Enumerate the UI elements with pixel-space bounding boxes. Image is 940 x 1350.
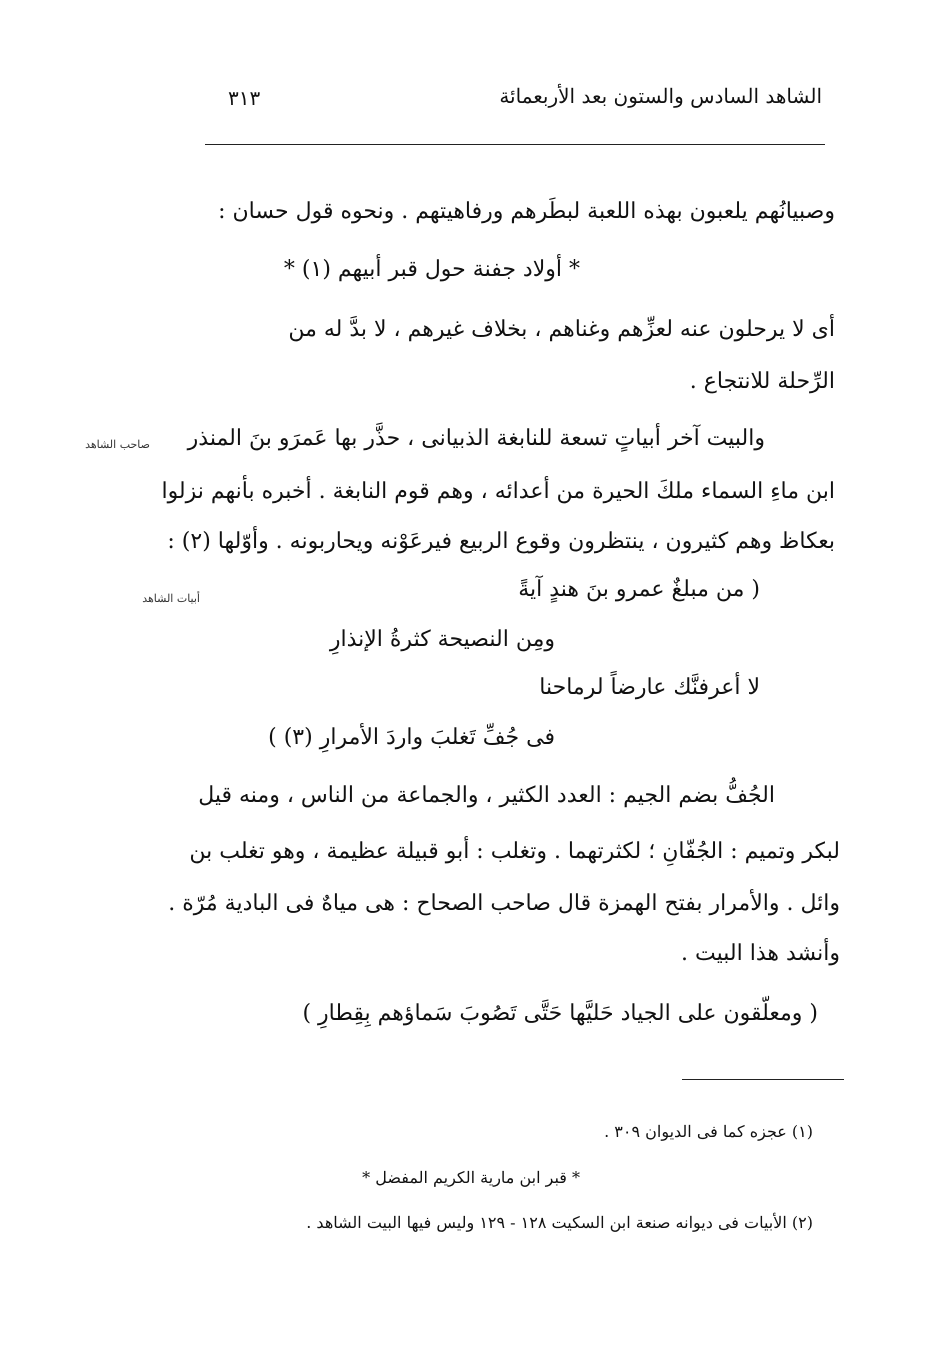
body-line-3: أى لا يرحلون عنه لعزِّهم وغناهم ، بخلاف غيرهم ، لا بدَّ له من <box>288 317 835 342</box>
body-line-5: والبيت آخر أبياتٍ تسعة للنابغة الذبيانى ، حذَّر بها عَمرَو بنَ المنذر <box>187 426 765 451</box>
margin-note-verses: أبيات الشاهد <box>142 592 200 605</box>
footnote-1-continuation: * قبر ابن مارية الكريم المفضل * <box>362 1168 580 1187</box>
body-line-14: وائل . والأمرار بفتح الهمزة قال صاحب الصحاح : هى مياهٌ فى البادية مُرّة . <box>168 891 840 916</box>
page-number: ٣١٣ <box>228 86 261 110</box>
body-line-6: ابن ماءِ السماء ملكَ الحيرة من أعدائه ، وهم قوم النابغة . أخبره بأنهم نزلوا <box>161 479 835 504</box>
footnote-1: (١) عجزه كما فى الديوان ٣٠٩ . <box>604 1122 813 1141</box>
body-line-1: وصبيانُهم يلعبون بهذه اللعبة لبطَرهم ورفاهيتهم . ونحوه قول حسان : <box>218 199 835 224</box>
verse-3: لا أعرفنَّك عارضاً لرماحنا <box>539 675 760 700</box>
margin-note-author: صاحب الشاهد <box>85 438 150 451</box>
body-line-13: لبكر وتميم : الجُفّانِ ؛ لكثرتهما . وتغلب : أبو قبيلة عظيمة ، وهو تغلب بن <box>189 839 840 864</box>
running-head-title: الشاهد السادس والستون بعد الأربعمائة <box>499 84 822 108</box>
verse-1: ( من مبلغٌ عمرو بنَ هندٍ آيةً <box>518 577 760 602</box>
footnote-2: (٢) الأبيات فى ديوانه صنعة ابن السكيت ١٢٨ - ١٢٩ وليس فيها البيت الشاهد . <box>306 1213 813 1232</box>
body-line-12: الجُفُّ بضم الجيم : العدد الكثير ، والجماعة من الناس ، ومنه قيل <box>198 783 775 808</box>
body-line-15: وأنشد هذا البيت . <box>681 941 840 966</box>
body-line-7: بعكاظ وهم كثيرون ، ينتظرون وقوع الربيع فيرعَوْنه ويحاربونه . وأوّلها (٢) : <box>167 529 835 554</box>
body-line-4: الرِّحلة للانتجاع . <box>689 369 835 394</box>
verse-final: ( ومعلّقون على الجياد حَليَّها حَتَّى تَصُوبَ سَماؤهم بِقِطارِ ) <box>302 1001 818 1026</box>
verse-hassan: * أولاد جفنة حول قبر أبيهم (١) * <box>283 257 580 282</box>
verse-4: فى جُفِّ تَغلبَ واردَ الأمرارِ (٣) ) <box>268 725 555 750</box>
header-divider <box>205 144 825 145</box>
footnote-divider <box>682 1079 844 1080</box>
verse-2: ومِن النصيحة كثرةُ الإنذارِ <box>329 627 555 652</box>
